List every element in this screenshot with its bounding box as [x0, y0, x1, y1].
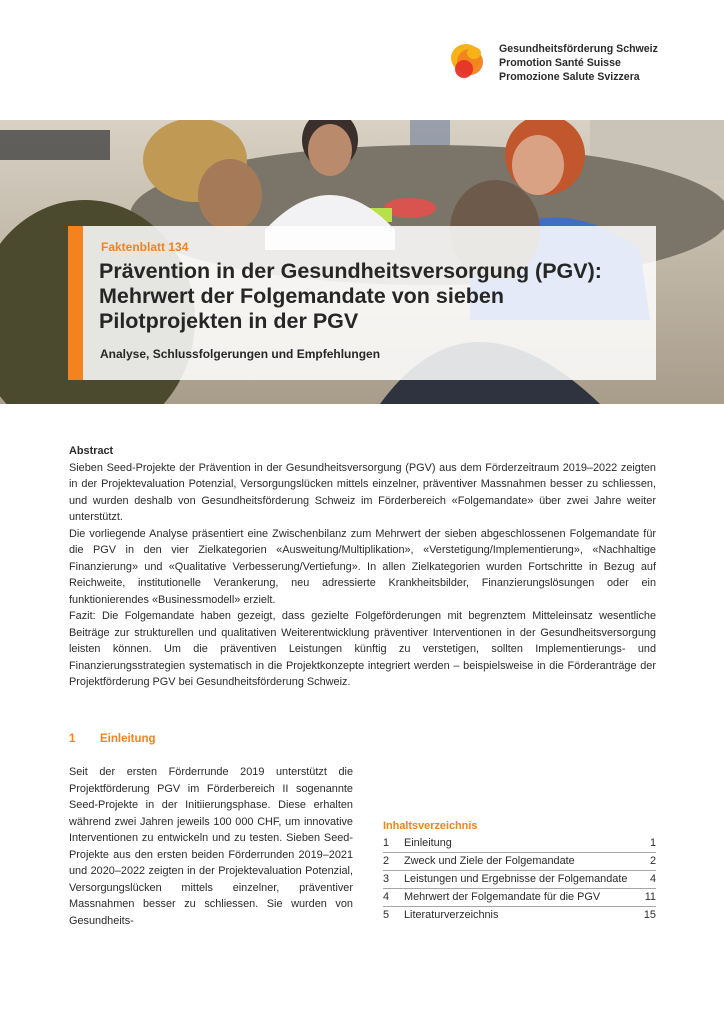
abstract-paragraph-3: Fazit: Die Folgemandate haben gezeigt, dass gezielte Folgeförderungen mit begrenztem Mitteleinsatz wesentliche Beiträge zur strukturellen und qualitativen Weiterentwicklung präventiver Interventionen in der Gesundheitsversorgung leisten können. Um die präventiven Leistungen künftig zu verstetigen, sollten Implementierungs- und Finanzierungsstrategien systematisch in die Projektkonzepte integriert werden – beispielsweise in die Förderanträge der Projektförderung PGV bei Gesundheitsförderung Schweiz. — [69, 610, 656, 688]
toc-item-page: 4 — [649, 872, 656, 885]
document-title: Prävention in der Gesundheitsversorgung (PGV): Mehrwert der Folgemandate von sieben Pilotprojekten in der PGV — [99, 259, 602, 333]
section-number: 1 — [69, 733, 76, 745]
toc-item-page: 2 — [649, 854, 656, 867]
toc-item[interactable] — [383, 907, 656, 924]
section-text: Seit der ersten Förderrunde 2019 unterstützt die Projektförderung PGV im Förderbereich II sogenannte Seed-Projekte in der Initiierungsphase. Diese erhalten während zwei Jahren jeweils 100 000 CHF, um innovative Interventionen zu entwickeln und zu testen. Sieben Seed-Projekte aus den ersten beiden Förderrunden 2019–2021 und 2020–2022 zeigten in der Projektevaluation Potenzial, Versorgungslücken mittels einzelner, präventiver Massnahmen besser zu schliessen. Sie wurden von Gesundheits- — [69, 766, 353, 927]
logo — [443, 38, 658, 84]
logo-line-de: Gesundheitsförderung Schweiz — [499, 43, 658, 55]
logo-mark-icon — [443, 38, 489, 84]
logo-text — [499, 42, 658, 84]
toc-title: Inhaltsverzeichnis — [383, 820, 478, 832]
title-box — [68, 226, 656, 380]
toc-item[interactable] — [383, 871, 656, 889]
logo-line-it: Promozione Salute Svizzera — [499, 71, 640, 83]
toc-item-number: 3 — [383, 872, 390, 885]
abstract-heading: Abstract — [69, 445, 114, 457]
toc-item-page: 11 — [644, 890, 656, 903]
toc-item-number: 1 — [383, 836, 390, 849]
toc-item[interactable] — [383, 889, 656, 907]
section-title: Einleitung — [100, 733, 156, 745]
toc-item-page: 15 — [643, 908, 656, 921]
toc-item-label: Leistungen und Ergebnisse der Folgemandate — [404, 872, 628, 885]
toc-item-number: 5 — [383, 908, 390, 921]
logo-line-fr: Promotion Santé Suisse — [499, 57, 621, 69]
table-of-contents — [383, 818, 656, 924]
document-subtitle: Analyse, Schlussfolgerungen und Empfehlungen — [100, 347, 381, 361]
toc-item-label: Zweck und Ziele der Folgemandate — [404, 854, 575, 867]
section-heading — [69, 733, 156, 745]
toc-item-number: 2 — [383, 854, 390, 867]
abstract — [69, 443, 656, 691]
toc-item-label: Literaturverzeichnis — [404, 908, 499, 921]
toc-item-number: 4 — [383, 890, 390, 903]
toc-item-label: Einleitung — [404, 836, 452, 849]
hero-photo — [0, 120, 724, 404]
abstract-paragraph-2: Die vorliegende Analyse präsentiert eine Zwischenbilanz zum Mehrwert der sieben abgeschlossenen Folgemandate für die PGV in den vier Zielkategorien «Ausweitung/Multiplikation», «Verstetigung/Implementierung», «Nachhaltige Finanzierung» und «Qualitative Verbesserung/Vertiefung». In allen Zielkategorien wurden Fortschritte in Bezug auf Reichweite, institutionelle Verankerung, neu adressierte Krankheitsbilder, Finanzierungslösungen oder ein funktionierendes «Businessmodell» erzielt. — [69, 527, 656, 606]
title-accent-bar — [68, 226, 83, 380]
abstract-paragraph-1: Sieben Seed-Projekte der Prävention in der Gesundheitsversorgung (PGV) aus dem Förderzeitraum 2019–2022 zeigten in der Projektevaluation Potenzial, Versorgungslücken mittels einzelner, präventiver Massnahmen besser zu schliessen, und wurden deshalb von Gesundheitsförderung Schweiz im Förderbereich «Folgemandate» über zwei Jahre weiter unterstützt. — [69, 461, 656, 523]
toc-item-page: 1 — [649, 836, 656, 849]
factsheet-number: Faktenblatt 134 — [101, 240, 189, 254]
toc-item[interactable] — [383, 853, 656, 871]
toc-item[interactable] — [383, 835, 656, 853]
toc-item-label: Mehrwert der Folgemandate für die PGV — [404, 890, 601, 903]
